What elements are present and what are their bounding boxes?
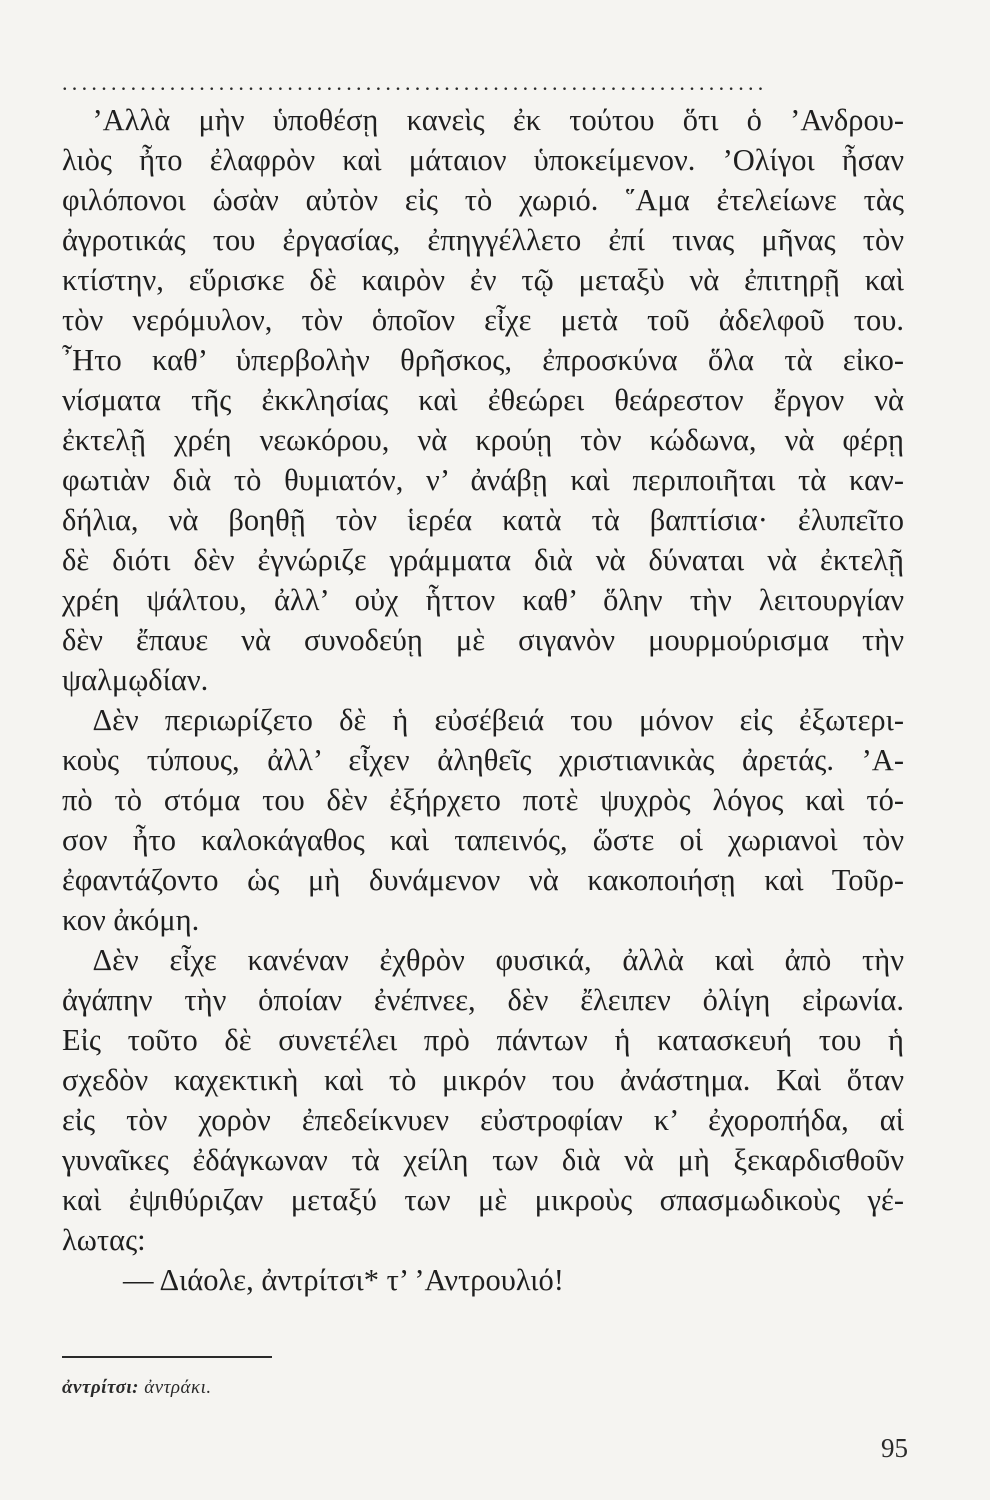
- text-line: ἐκτελῇ χρέη νεωκόρου, νὰ κρούῃ τὸν κώδωνα, νὰ φέρῃ: [62, 423, 904, 457]
- text-line: κτίστην, εὕρισκε δὲ καιρὸν ἐν τῷ μεταξὺ νὰ ἐπιτηρῇ καὶ: [62, 263, 904, 297]
- text-line: Εἰς τοῦτο δὲ συνετέλει πρὸ πάντων ἡ κατασκευή του ἡ: [62, 1023, 904, 1057]
- text-line: λιὸς ἦτο ἐλαφρὸν καὶ μάταιον ὑποκείμενον. ’Ολίγοι ἦσαν: [62, 143, 904, 177]
- text-line: κον ἀκόμη.: [62, 903, 200, 937]
- text-line: πὸ τὸ στόμα του δὲν ἐξήρχετο ποτὲ ψυχρὸς λόγος καὶ τό-: [62, 783, 904, 817]
- text-line: κοὺς τύπους, ἀλλ’ εἶχεν ἀληθεῖς χριστιανικὰς ἀρετάς. ’Α-: [62, 743, 904, 777]
- text-line: ’Αλλὰ μὴν ὑποθέσῃ κανεὶς ἐκ τούτου ὅτι ὁ ’Ανδρου-: [62, 103, 904, 137]
- text-line: Δὲν εἶχε κανέναν ἐχθρὸν φυσικά, ἀλλὰ καὶ ἀπὸ τὴν: [62, 943, 904, 977]
- text-line: ἀγροτικάς του ἐργασίας, ἐπηγγέλλετο ἐπί τινας μῆνας τὸν: [62, 223, 904, 257]
- text-line: εἰς τὸν χορὸν ἐπεδείκνυεν εὐστροφίαν κ’ ἐχοροπήδα, αἱ: [62, 1103, 904, 1137]
- text-line: γυναῖκες ἐδάγκωναν τὰ χείλη των διὰ νὰ μὴ ξεκαρδισθοῦν: [62, 1143, 904, 1177]
- dialogue-line: — Διάολε, ἀντρίτσι* τ’ ’Αντρουλιό!: [62, 1263, 564, 1297]
- text-line: ψαλμῳδίαν.: [62, 663, 209, 697]
- text-line: ἀγάπην τὴν ὁποίαν ἐνέπνεε, δὲν ἔλειπεν ὀλίγη εἰρωνία.: [62, 983, 904, 1017]
- text-line: δὲ διότι δὲν ἐγνώριζε γράμματα διὰ νὰ δύναται νὰ ἐκτελῇ: [62, 543, 904, 577]
- footnote-definition: ἀντράκι.: [144, 1377, 212, 1398]
- page-number: 95: [881, 1433, 908, 1463]
- text-line: χρέη ψάλτου, ἀλλ’ οὐχ ἧττον καθ’ ὅλην τὴν λειτουργίαν: [62, 583, 904, 617]
- footnote: [62, 1377, 212, 1399]
- text-line: φιλόπονοι ὡσὰν αὐτὸν εἰς τὸ χωριό. ῞Αμα ἐτελείωνε τὰς: [62, 183, 904, 217]
- text-line: τὸν νερόμυλον, τὸν ὁποῖον εἶχε μετὰ τοῦ ἀδελφοῦ του.: [62, 303, 904, 337]
- text-line: φωτιὰν διὰ τὸ θυμιατόν, ν’ ἀνάβῃ καὶ περιποιῆται τὰ καν-: [62, 463, 904, 497]
- text-line: Δὲν περιωρίζετο δὲ ἡ εὐσέβειά του μόνον εἰς ἐξωτερι-: [62, 703, 904, 737]
- text-line: δήλια, νὰ βοηθῇ τὸν ἱερέα κατὰ τὰ βαπτίσια· ἐλυπεῖτο: [62, 503, 904, 537]
- text-line: καὶ ἐψιθύριζαν μεταξύ των μὲ μικροὺς σπασμωδικοὺς γέ-: [62, 1183, 904, 1217]
- text-line: ἐφαντάζοντο ὡς μὴ δυνάμενον νὰ κακοποιήσῃ καὶ Τοῦρ-: [62, 863, 904, 897]
- text-line: δὲν ἔπαυε νὰ συνοδεύῃ μὲ σιγανὸν μουρμούρισμα τὴν: [62, 623, 904, 657]
- ellipsis-leader: ........................................................................: [62, 70, 768, 95]
- text-line: ῏Ητο καθ’ ὑπερβολὴν θρῆσκος, ἐπροσκύνα ὅλα τὰ εἰκο-: [62, 343, 904, 377]
- text-line: νίσματα τῆς ἐκκλησίας καὶ ἐθεώρει θεάρεστον ἔργον νὰ: [62, 383, 904, 417]
- text-line: σχεδὸν καχεκτικὴ καὶ τὸ μικρόν του ἀνάστημα. Καὶ ὅταν: [62, 1063, 904, 1097]
- footnote-divider: [62, 1356, 272, 1358]
- text-line: λωτας:: [62, 1223, 146, 1257]
- text-line: σον ἦτο καλοκάγαθος καὶ ταπεινός, ὥστε οἱ χωριανοὶ τὸν: [62, 823, 904, 857]
- footnote-term: ἀντρίτσι:: [62, 1377, 139, 1398]
